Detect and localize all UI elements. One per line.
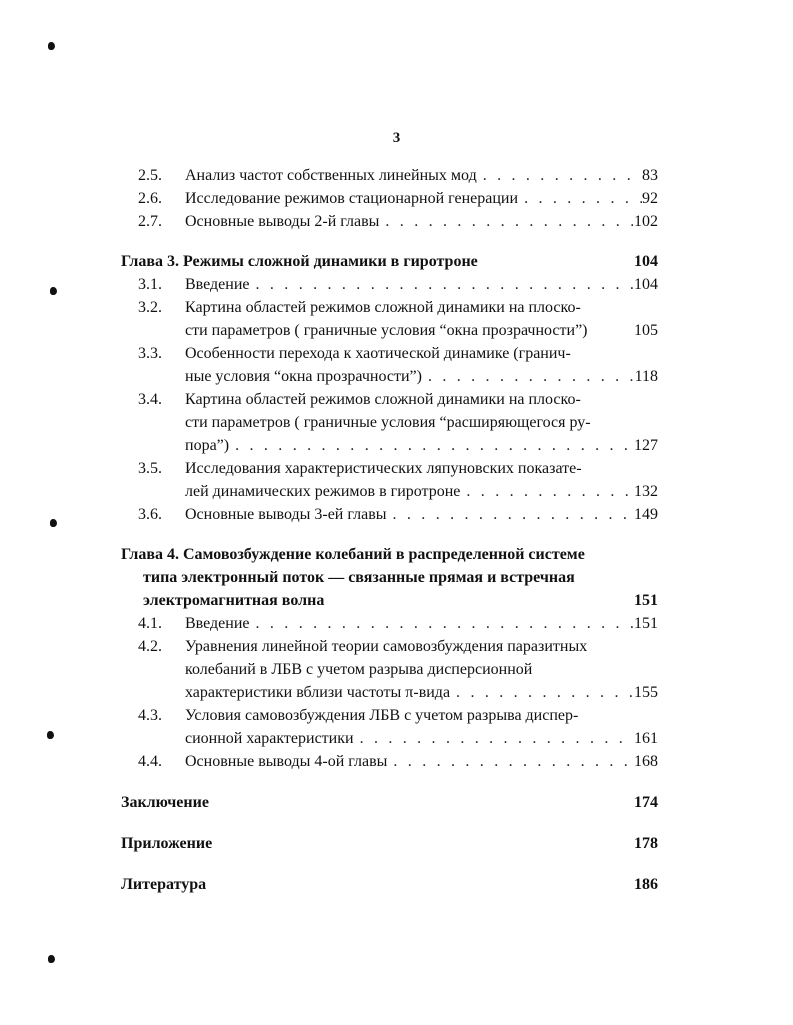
page-ref: 83 (642, 167, 658, 184)
toc-entry-4-2-cont[interactable] (121, 658, 658, 681)
section-title: Анализ частот собственных линейных мод (185, 167, 477, 184)
section-title: Введение (185, 276, 250, 293)
scan-mark (50, 519, 57, 527)
dot-leader (477, 164, 642, 187)
toc-entry-4-4[interactable] (121, 750, 658, 773)
section-number: 2.7. (138, 213, 162, 230)
section-title: Основные выводы 4-ой главы (185, 753, 388, 770)
section-number: 2.6. (138, 190, 162, 207)
toc-entry-4-3[interactable] (121, 704, 658, 727)
toc-entry-4-1[interactable] (121, 612, 658, 635)
toc-entry-3-2[interactable] (121, 296, 658, 319)
section-title-line: Уравнения линейной теории самовозбуждения паразитных (185, 638, 588, 655)
chapter-title: Глава 3. Режимы сложной динамики в гиротроне (121, 253, 478, 270)
section-title-line: Особенности перехода к хаотической динамике (гранич- (185, 345, 571, 362)
page-ref: 168 (634, 753, 658, 770)
section-number: 3.1. (138, 276, 162, 293)
chapter-title-line: типа электронный поток — связанные прямая и встречная (143, 569, 575, 586)
toc-chapter-4-cont2[interactable] (121, 589, 658, 612)
toc-entry-3-3[interactable] (121, 342, 658, 365)
section-number: 4.1. (138, 615, 162, 632)
section-title-line: сти параметров ( граничные условия “расширяющегося ру- (185, 414, 591, 431)
page-ref: 102 (634, 213, 658, 230)
page-ref: 174 (634, 794, 658, 811)
toc-entry-2-6[interactable] (121, 187, 658, 210)
section-number: 3.4. (138, 391, 162, 408)
page-ref: 132 (634, 483, 658, 500)
dot-leader (387, 503, 635, 526)
dot-leader (460, 480, 634, 503)
section-title-line: Условия самовозбуждения ЛБВ с учетом разрыва диспер- (185, 707, 579, 724)
chapter-title: Приложение (121, 835, 213, 852)
section-title: Основные выводы 2-й главы (185, 213, 380, 230)
dot-leader (422, 365, 635, 388)
toc-chapter-4[interactable] (121, 543, 658, 566)
toc-entry-3-4[interactable] (121, 388, 658, 411)
section-title-line: сти параметров ( граничные условия “окна прозрачности”) (185, 322, 588, 339)
section-title: Введение (185, 615, 250, 632)
toc-entry-4-3-cont[interactable] (121, 727, 658, 750)
page-ref: 161 (634, 730, 658, 747)
section-number: 4.4. (138, 753, 162, 770)
page-ref: 149 (634, 506, 658, 523)
section-title-line: Исследования характеристических ляпуновских показате- (185, 460, 582, 477)
toc-entry-3-4-cont2[interactable] (121, 434, 658, 457)
page-ref: 186 (634, 876, 658, 893)
dot-leader (354, 727, 634, 750)
section-number: 4.2. (138, 638, 162, 655)
page-number: 3 (392, 130, 401, 146)
page-ref: 104 (634, 276, 658, 293)
toc-entry-4-2[interactable] (121, 635, 658, 658)
section-title-line: колебаний в ЛБВ с учетом разрыва дисперсионной (185, 661, 533, 678)
toc-entry-4-2-cont2[interactable] (121, 681, 658, 704)
toc-entry-3-5[interactable] (121, 457, 658, 480)
section-title-line: сионной характеристики (185, 730, 354, 747)
dot-leader (387, 750, 634, 773)
page-ref: 104 (634, 253, 658, 270)
scan-mark (50, 287, 57, 295)
section-title-line: лей динамических режимов в гиротроне (185, 483, 461, 500)
section-title: Основные выводы 3-ей главы (185, 506, 387, 523)
section-number: 3.5. (138, 460, 162, 477)
section-number: 3.6. (138, 506, 162, 523)
chapter-title-line: Глава 4. Самовозбуждение колебаний в распределенной системе (121, 546, 585, 563)
toc-chapter-3[interactable] (121, 250, 658, 273)
section-title-line: ные условия “окна прозрачности”) (185, 368, 422, 385)
chapter-title: Заключение (121, 794, 209, 811)
dot-leader (250, 612, 635, 635)
toc-entry-3-6[interactable] (121, 503, 658, 526)
toc-entry-3-2-cont[interactable] (121, 319, 658, 342)
toc-entry-3-4-cont[interactable] (121, 411, 658, 434)
toc-conclusion[interactable] (121, 791, 658, 814)
section-number: 3.3. (138, 345, 162, 362)
toc-chapter-4-cont[interactable] (121, 566, 658, 589)
page-ref: 151 (634, 615, 658, 632)
toc-entry-3-5-cont[interactable] (121, 480, 658, 503)
page-ref: 92 (642, 190, 658, 207)
dot-leader (518, 187, 642, 210)
section-number: 3.2. (138, 299, 162, 316)
section-title-line: Картина областей режимов сложной динамики на плоско- (185, 391, 581, 408)
page-ref: 118 (634, 368, 658, 385)
section-title-line: Картина областей режимов сложной динамики на плоско- (185, 299, 581, 316)
chapter-title-line: электромагнитная волна (143, 592, 325, 609)
page-ref: 155 (634, 684, 658, 701)
toc-entry-3-1[interactable] (121, 273, 658, 296)
toc-entry-3-3-cont[interactable] (121, 365, 658, 388)
page-ref: 151 (634, 592, 658, 609)
toc-entry-2-7[interactable] (121, 210, 658, 233)
dot-leader (250, 273, 635, 296)
section-title-line: характеристики вблизи частоты π-вида (185, 684, 451, 701)
dot-leader (379, 210, 634, 233)
scan-mark (48, 955, 55, 963)
dot-leader (229, 434, 634, 457)
page-ref: 178 (634, 835, 658, 852)
section-number: 2.5. (138, 167, 162, 184)
page-ref: 127 (634, 437, 658, 454)
dot-leader (450, 681, 634, 704)
toc-appendix[interactable] (121, 832, 658, 855)
chapter-title: Литература (121, 876, 207, 893)
table-of-contents (121, 164, 658, 896)
page-ref: 105 (634, 322, 658, 339)
scan-mark (47, 731, 54, 739)
section-title: Исследование режимов стационарной генерации (185, 190, 519, 207)
section-title-line: пора”) (185, 437, 230, 454)
toc-entry-2-5[interactable] (121, 164, 658, 187)
section-number: 4.3. (138, 707, 162, 724)
scan-mark (48, 42, 55, 50)
toc-references[interactable] (121, 873, 658, 896)
